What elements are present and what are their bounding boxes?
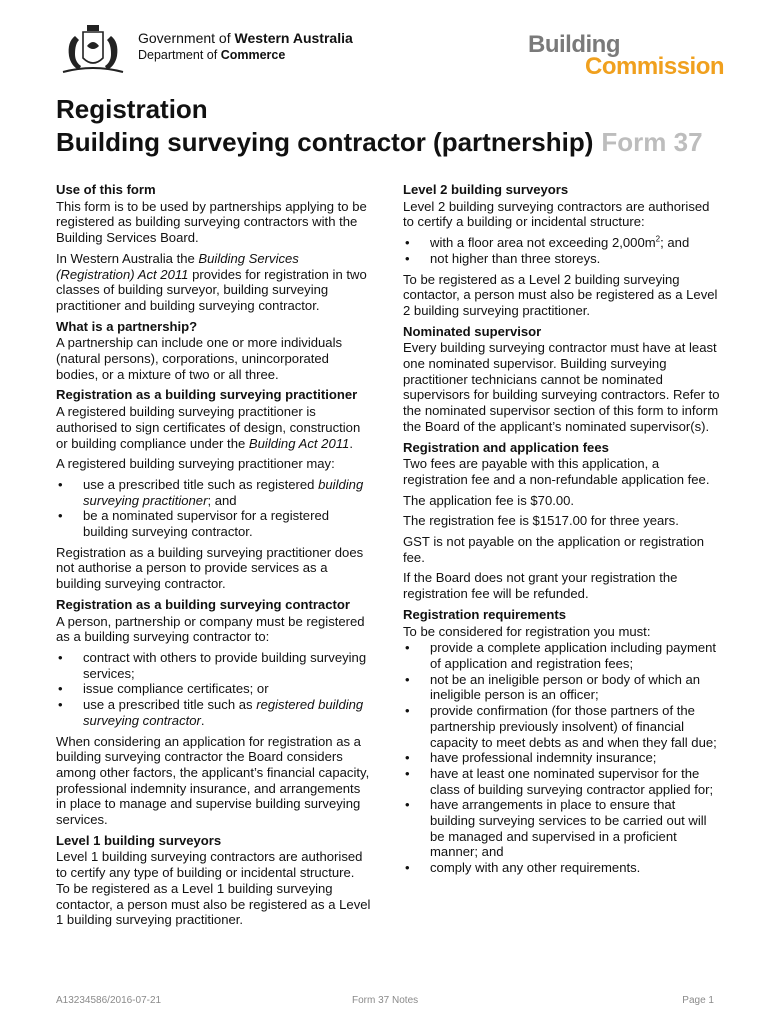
section-heading: Registration as a building surveying contractor [56,596,350,612]
paragraph: Every building surveying contractor must have at least one nominated supervisor. Building surveying practitioner technicians cannot be nominated supervisors for building surveying contractors. Refer to the nominated supervisor section of this form to inform the Board of the applicant’s nominated supervisor(s). [403,340,720,434]
list-item: • not be an ineligible person or body of which an ineligible person is an officer; [403,672,721,703]
section-heading: Registration as a building surveying practitioner [56,387,358,403]
paragraph: Two fees are payable with this application, a registration fee and a non-refundable application fee. [403,456,710,487]
list-item: • have at least one nominated supervisor for the class of building surveying contractor applied for; [403,766,721,797]
page-subtitle: Building surveying contractor (partnership) Form 37 [56,127,703,157]
paragraph: A partnership can include one or more individuals (natural persons), corporations, unincorporated bodies, or a mixture of two or all three. [56,335,343,382]
list-item: • use a prescribed title such as registered building surveying practitioner; and [56,477,371,508]
government-name: Government of Western Australia [138,30,353,46]
list-item: • have professional indemnity insurance; [403,750,721,766]
paragraph: A registered building surveying practitioner may: [56,456,335,472]
paragraph: The registration fee is $1517.00 for three years. [403,513,679,529]
section-heading: Level 1 building surveyors [56,832,222,848]
section-heading: Level 2 building surveyors [403,182,569,197]
list-item: • not higher than three storeys. [403,251,721,267]
department-name: Department of Commerce [138,48,286,62]
bullet-list [56,650,371,729]
bullet-list [403,640,721,876]
list-item: • comply with any other requirements. [403,860,721,876]
page-number: Page 1 [682,995,714,1006]
coat-of-arms-icon [57,22,129,78]
building-commission-logo: Building Commission [528,31,725,80]
paragraph: The application fee is $70.00. [403,492,575,508]
bullet-list [403,235,721,266]
list-item: • with a floor area not exceeding $2,000m^2$; and [403,235,721,251]
paragraph: Level 1 building surveying contractors are authorised to certify any type of building or incidental structure. To be registered as a Level 1 building surveying contactor, a person must also be registered as a Level 1 building surveying practitioner. [56,849,371,928]
page-header [0,0,770,90]
list-item: • be a nominated supervisor for a registered building surveying contractor. [56,508,371,539]
section-heading: Registration requirements [403,606,566,622]
footer-title: Form 37 Notes [352,995,419,1006]
paragraph: A registered building surveying practitioner is authorised to sign certificates of design, construction or building compliance under the Building Act 2011. [56,404,361,451]
form-number: Form 37 [601,127,703,157]
list-item: • contract with others to provide building surveying services; [56,650,371,681]
section-heading: Registration and application fees [403,439,609,455]
bullet-list [56,477,371,540]
paragraph: Level 2 building surveying contractors are authorised to certify a building or incidental structure: [403,198,710,230]
list-item: • use a prescribed title such as registered building surveying contractor. [56,697,371,728]
list-item: • provide confirmation (for those partners of the partnership previously insolvent) of financial capacity to meet debts as and when they fall due; [403,703,721,750]
paragraph: To be considered for registration you must: [403,623,651,639]
section-heading: Use of this form [56,182,156,197]
paragraph: When considering an application for registration as a building surveying contractor the Board considers among other factors, the applicant’s financial capacity, professional indemnity insurance, and arrangements in place to manage and supervise building surveying services. [56,733,370,828]
list-item: • provide a complete application including payment of application and registration fees; [403,640,721,671]
document-id: A13234586/2016-07-21 [56,995,162,1006]
list-item: • have arrangements in place to ensure that building surveying services to be carried out will be managed and supervised in a proficient manner; and [403,797,721,860]
left-column [56,182,371,933]
paragraph: GST is not payable on the application or registration fee. [403,534,705,565]
paragraph: If the Board does not grant your registration the registration fee will be refunded. [403,570,678,602]
list-item: • issue compliance certificates; or [56,681,371,697]
paragraph: In Western Australia the Building Services (Registration) Act 2011 provides for registration in two classes of building surveyor, building surveying practitioner and building surveying contractor. [56,250,367,313]
right-column [403,182,721,881]
page-title: Registration [56,94,208,124]
section-heading: Nominated supervisor [403,323,542,339]
paragraph: To be registered as a Level 2 building surveying contactor, a person must also be registered as a Level 2 building surveying practitioner. [403,271,718,318]
paragraph: A person, partnership or company must be registered as a building surveying contractor to: [56,613,365,645]
paragraph: Registration as a building surveying practitioner does not authorise a person to provide services as a building surveying contractor. [56,544,364,592]
section-heading: What is a partnership? [56,318,198,334]
paragraph: This form is to be used by partnerships applying to be registered as building surveying contractors with the Building Services Board. [56,198,367,246]
